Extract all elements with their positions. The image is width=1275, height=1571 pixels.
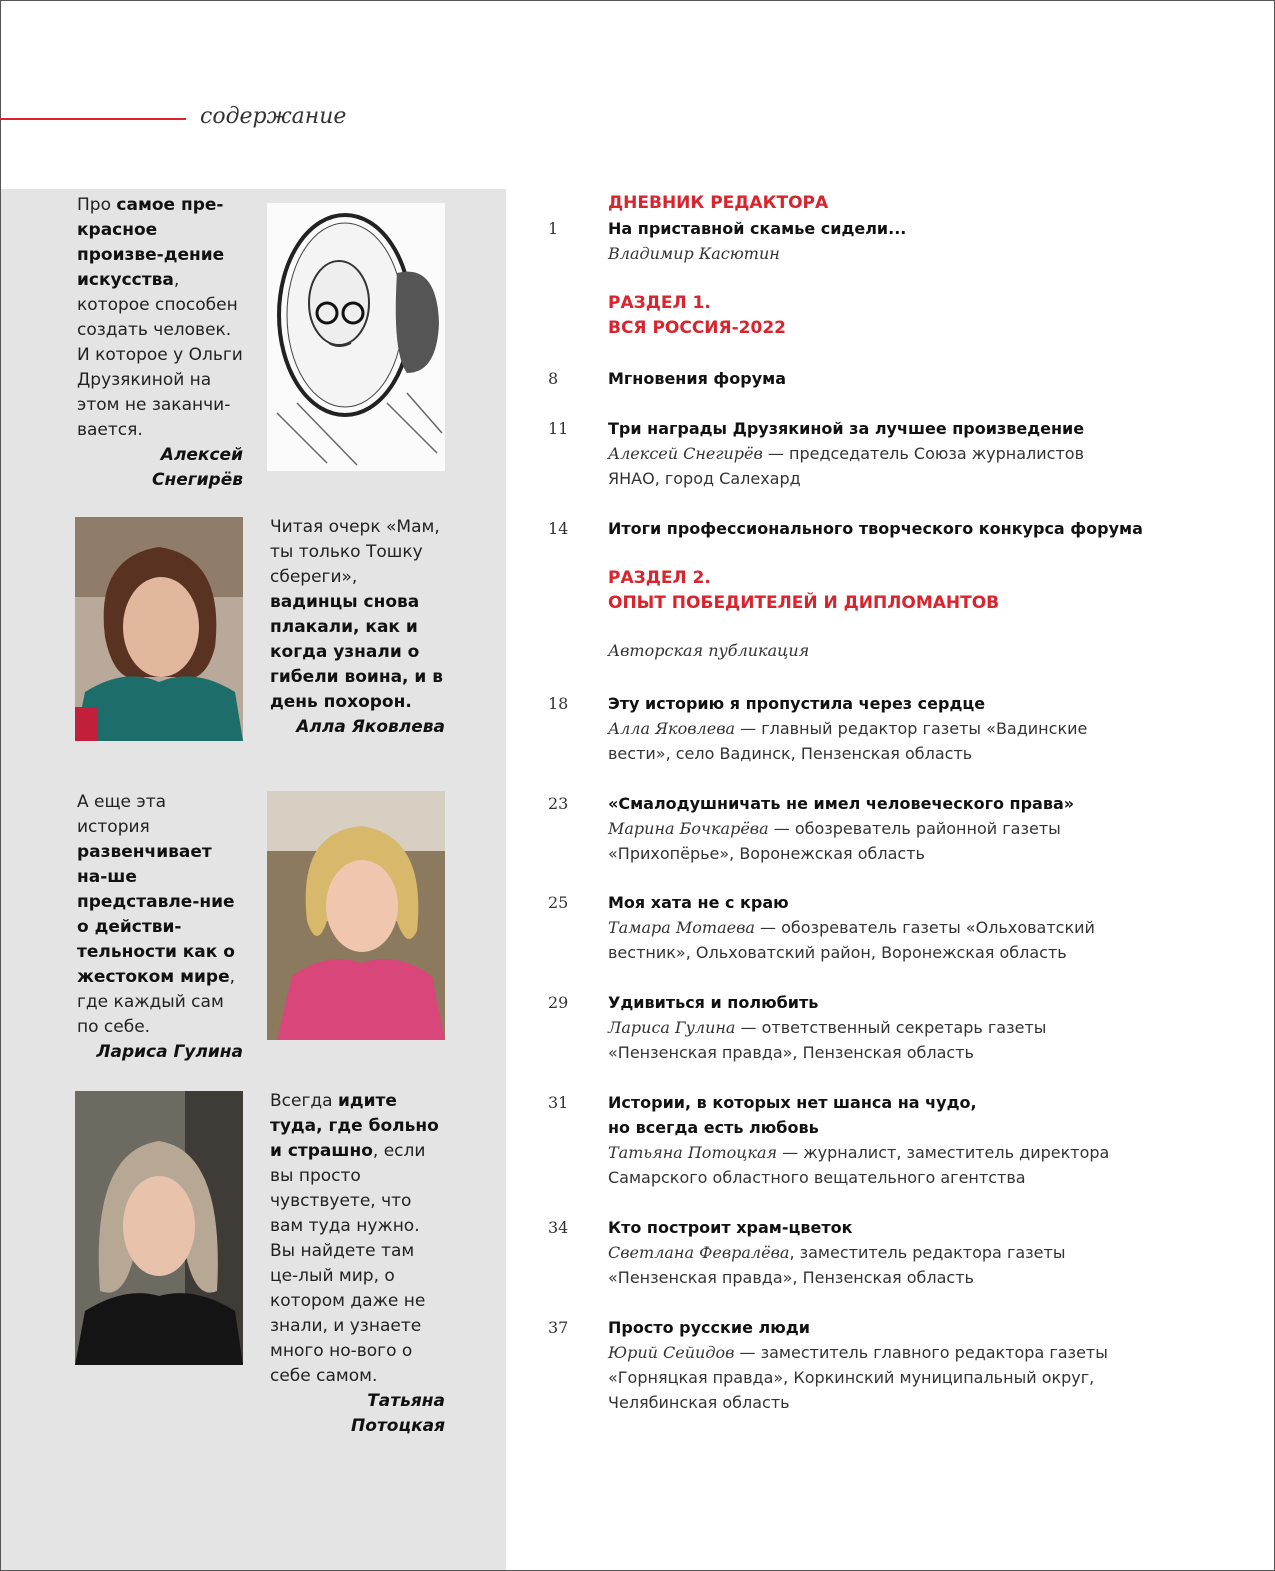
section-title: ОПЫТ ПОБЕДИТЕЛЕЙ И ДИПЛОМАНТОВ (608, 593, 1000, 613)
quote-text: Всегда (270, 1091, 338, 1111)
quote-author: Татьяна Потоцкая (351, 1391, 445, 1436)
quote-text: , если вы просто чувствуете, что вам туда нужно. Вы найдете там це-лый мир, о котором даже не знали, и узнаете много но-вого о себе самом. (270, 1141, 426, 1386)
article-title: Удивиться и полюбить (608, 993, 819, 1012)
article-author: Светлана Февралёва (608, 1243, 790, 1262)
article-title: Моя хата не с краю (608, 893, 789, 912)
quote-yakovleva (270, 515, 445, 740)
page-number: 23 (548, 794, 569, 813)
page-number: 14 (548, 519, 569, 538)
quote-snegirev (77, 193, 243, 493)
quote-highlight: идите туда, где больно и страшно (270, 1091, 439, 1161)
quote-highlight: самое пре-красное произве-дение искусства (77, 195, 225, 290)
article-title: Просто русские люди (608, 1318, 810, 1337)
article-title: Мгновения форума (608, 369, 787, 388)
article-author: Тамара Мотаева (608, 918, 755, 937)
article-desc: — председатель Союза журналистов ЯНАО, город Салехард (608, 444, 1085, 488)
article-desc: , заместитель редактора газеты «Пензенская правда», Пензенская область (608, 1243, 1066, 1287)
page-number: 31 (548, 1093, 569, 1112)
article-title: Три награды Друзякиной за лучшее произведение (608, 419, 1085, 438)
sketch-illustration (267, 203, 445, 471)
page-number: 29 (548, 993, 569, 1012)
article-title: Эту историю я пропустила через сердце (608, 694, 986, 713)
page-number: 37 (548, 1318, 569, 1337)
quote-text: Про (77, 195, 117, 215)
page-number: 25 (548, 893, 569, 912)
section1-heading (608, 291, 786, 341)
diary-heading: ДНЕВНИК РЕДАКТОРА (608, 193, 829, 213)
quote-highlight: вадинцы снова плакали, как и когда узнали о гибели воина, и в день похорон. (270, 592, 444, 712)
quote-highlight: развенчивает на-ше представле-ние о действи-тельности как о жестоком мире (77, 842, 235, 987)
page-number: 11 (548, 419, 569, 438)
article-author: Татьяна Потоцкая (608, 1143, 778, 1162)
article-author: Алексей Снегирёв (608, 444, 763, 463)
photo-alla-yakovleva (75, 517, 243, 741)
quote-author: Алла Яковлева (296, 717, 445, 737)
article-title: Итоги профессионального творческого конкурса форума (608, 519, 1143, 538)
article-desc: — обозреватель районной газеты «Прихопёрье», Воронежская область (608, 819, 1061, 863)
article-author: Лариса Гулина (608, 1018, 736, 1037)
quote-text: А еще эта история (77, 792, 167, 837)
quote-text: , которое способен создать человек. И которое у Ольги Друзякиной на этом не заканчи-вается. (77, 270, 243, 440)
article-desc: — обозреватель газеты «Ольховатский вестник», Ольховатский район, Воронежская область (608, 918, 1095, 962)
page-number: 8 (548, 369, 559, 388)
section-number: РАЗДЕЛ 1. (608, 293, 711, 313)
article-author: Алла Яковлева (608, 719, 736, 738)
quote-author: Алексей Снегирёв (151, 445, 243, 490)
page-number: 34 (548, 1218, 569, 1237)
article-author: Владимир Касютин (608, 244, 780, 263)
quote-gulina (77, 790, 243, 1065)
page-title: содержание (200, 104, 347, 129)
article-author: Марина Бочкарёва (608, 819, 769, 838)
page-number: 18 (548, 694, 569, 713)
article-desc: — ответственный секретарь газеты «Пензенская правда», Пензенская область (608, 1018, 1047, 1062)
article-title: На приставной скамье сидели... (608, 219, 907, 238)
photo-larisa-gulina (267, 791, 445, 1040)
quote-text: Читая очерк «Мам, ты только Тошку сбереги», (270, 517, 440, 587)
article-desc: — главный редактор газеты «Вадинские вести», село Вадинск, Пензенская область (608, 719, 1088, 763)
header-rule (0, 118, 186, 120)
article-author: Юрий Сейидов (608, 1343, 735, 1362)
photo-tatiana-pototskaya (75, 1091, 243, 1365)
section-number: РАЗДЕЛ 2. (608, 568, 711, 588)
section-title: ВСЯ РОССИЯ-2022 (608, 318, 786, 338)
section2-heading (608, 566, 999, 616)
article-title: Кто построит храм-цветок (608, 1218, 853, 1237)
quote-text: , где каждый сам по себе. (77, 967, 235, 1037)
author-publication-note: Авторская публикация (608, 641, 810, 660)
quote-author: Лариса Гулина (96, 1042, 243, 1062)
page-number: 1 (548, 219, 559, 238)
article-desc: — заместитель главного редактора газеты «Горняцкая правда», Коркинский муниципальный округ, Челябинская область (608, 1343, 1108, 1412)
article-title: «Смалодушничать не имел человеческого права» (608, 794, 1075, 813)
quote-pototskaya (270, 1089, 445, 1439)
article-title: Истории, в которых нет шанса на чудо, но всегда есть любовь (608, 1093, 977, 1137)
article-desc: — журналист, заместитель директора Самарского областного вещательного агентства (608, 1143, 1110, 1187)
